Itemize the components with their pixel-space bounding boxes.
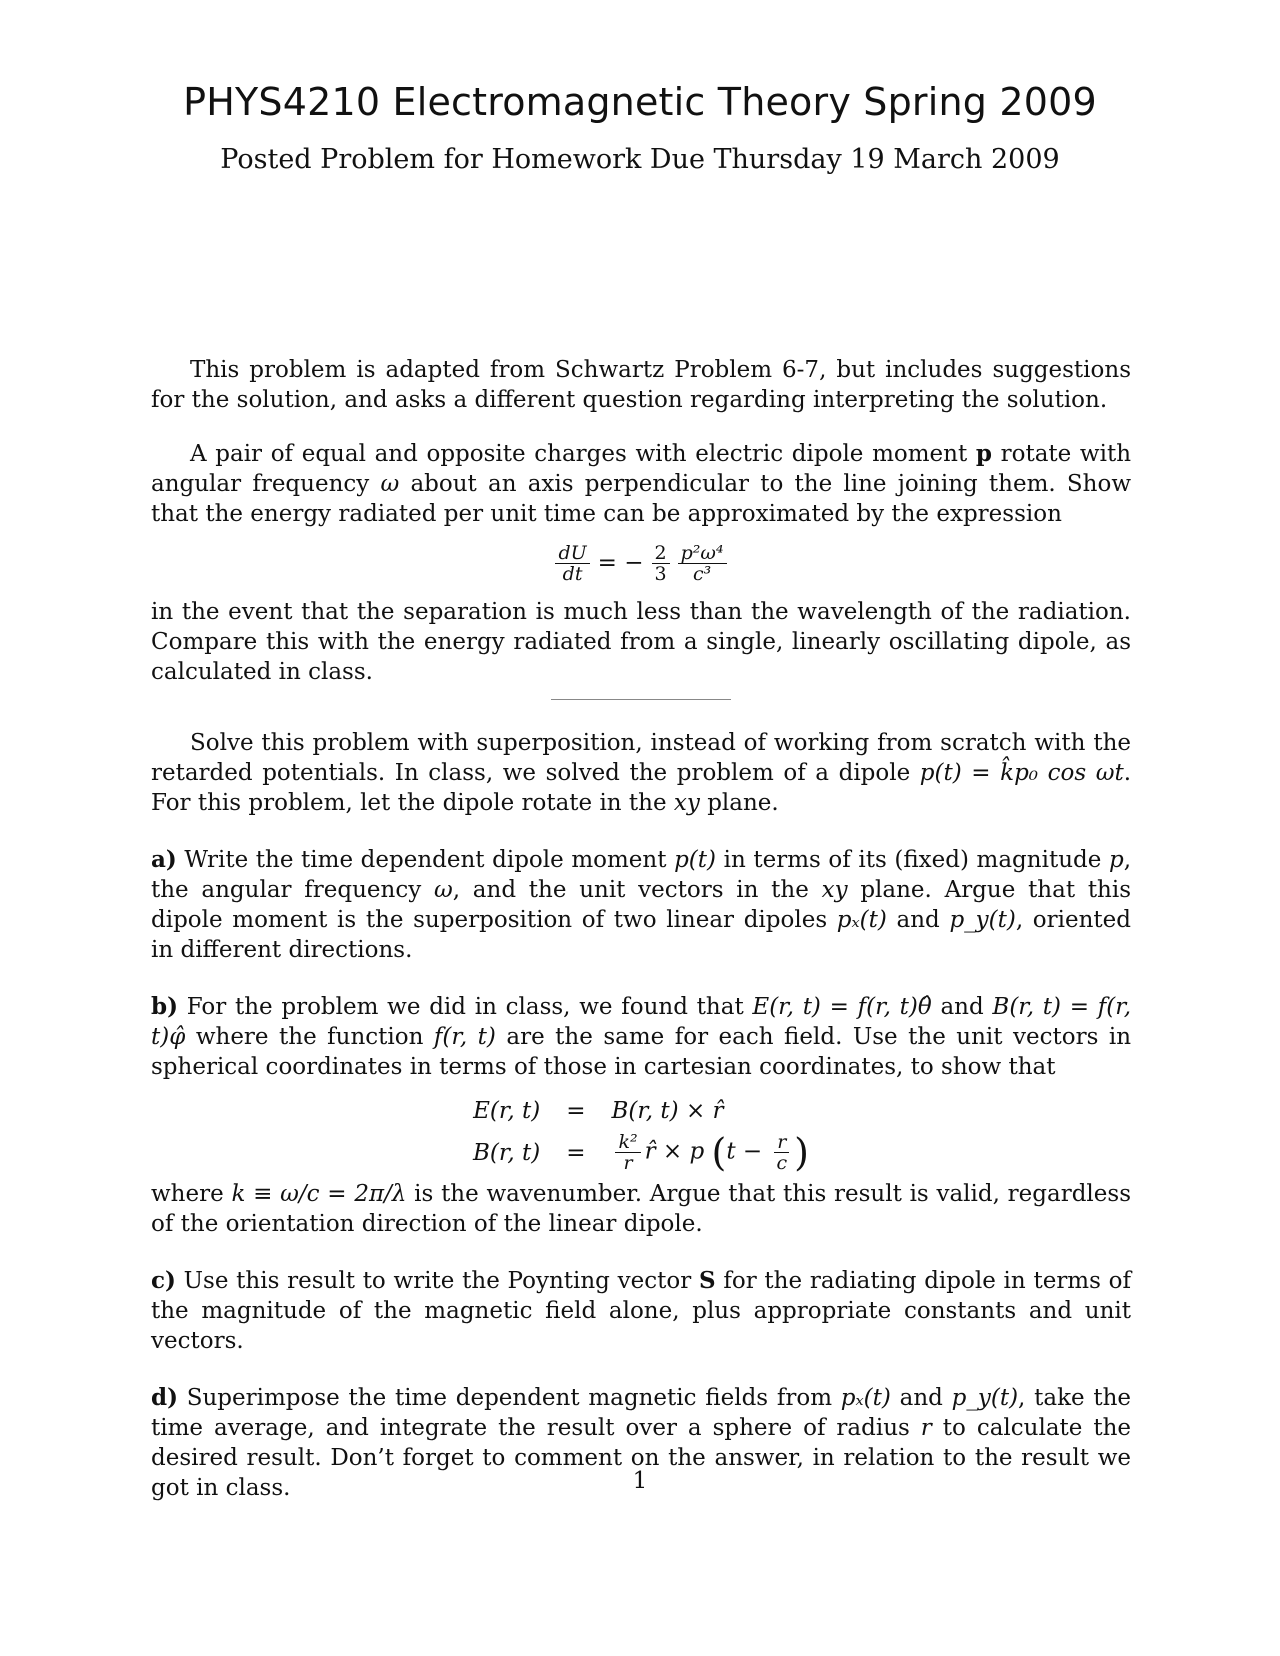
problem-statement: A pair of equal and opposite charges with electric dipole moment p rotate with angular frequency ω about an axis perpendicular to the line joining them. Show that the energy radiated per unit time can be approximated by the expression <box>151 440 1132 527</box>
field-equations: E(r, t) = B(r, t) × r̂ B(r, t) = $\frac{\text{k²}}{r}$ r̂ × p (t − $\frac{r}{c}$ ) <box>473 1098 809 1175</box>
page-number: 1 <box>632 1468 648 1494</box>
problem-conclusion: in the event that the separation is much less than the wavelength of the radiation. Compare this with the energy radiated from a single, linearly oscillating dipole, as calculated in class. <box>151 599 1131 685</box>
eq-lhs-fraction: $\frac{dU}{dt}$ <box>555 543 589 584</box>
part-a: a) Write the time dependent dipole moment p(t) in terms of its (fixed) magnitude p, the angular frequency ω, and the unit vectors in the xy plane. Argue that this dipole moment is the superposition of two linear dipoles pₓ(t) and p_y(t), oriented in different directions. <box>151 846 1132 963</box>
superposition-paragraph: Solve this problem with superposition, instead of working from scratch with the retarded potentials. In class, we solved the problem of a dipole p(t) = k̂p₀ cos ωt. For this problem, let the dipole rotate in the xy plane. <box>151 730 1132 816</box>
eq-rhs-fraction: $\frac{\text{p²ω⁴}}{\text{c³}}$ <box>678 543 727 584</box>
part-d: d) Superimpose the time dependent magnetic fields from pₓ(t) and p_y(t), take the time average, and integrate the result over a sphere of radius r to calculate the desired result. Don’t forget to comment on the answer, in relation to the result we got in class. <box>151 1384 1132 1501</box>
wavenumber-paragraph: where k ≡ ω/c = 2π/λ is the wavenumber. Argue that this result is valid, regardless of the orientation direction of the linear dipole. <box>151 1181 1132 1237</box>
part-c: c) Use this result to write the Poynting vector S for the radiating dipole in terms of the magnitude of the magnetic field alone, plus appropriate constants and unit vectors. <box>151 1267 1132 1354</box>
r-over-c: $\frac{r}{c}$ <box>774 1132 791 1173</box>
part-b: b) For the problem we did in class, we found that E(r, t) = f(r, t)θ̂ and B(r, t) = f(r, t)φ̂ where the function f(r, t) are the same for each field. Use the unit vectors in spherical coordinates in terms of those in cartesian coordinates, to show that <box>151 993 1132 1080</box>
section-divider <box>551 699 731 700</box>
k-squared-over-r: $\frac{\text{k²}}{r}$ <box>615 1132 640 1173</box>
page-title: PHYS4210 Electromagnetic Theory Spring 2009 <box>183 80 1097 124</box>
eq-constant-fraction: $\frac{2}{3}$ <box>652 543 670 584</box>
document-body <box>151 355 1131 1503</box>
page-subtitle: Posted Problem for Homework Due Thursday 19 March 2009 <box>220 144 1060 175</box>
radiated-power-equation: $\frac{dU}{dt}$ = − $\frac{2}{3}$ $\frac{\text{p²ω⁴}}{\text{c³}}$ <box>151 531 1131 595</box>
intro-paragraph: This problem is adapted from Schwartz Problem 6-7, but includes suggestions for the solution, and asks a different question regarding interpreting the solution. <box>151 357 1131 413</box>
